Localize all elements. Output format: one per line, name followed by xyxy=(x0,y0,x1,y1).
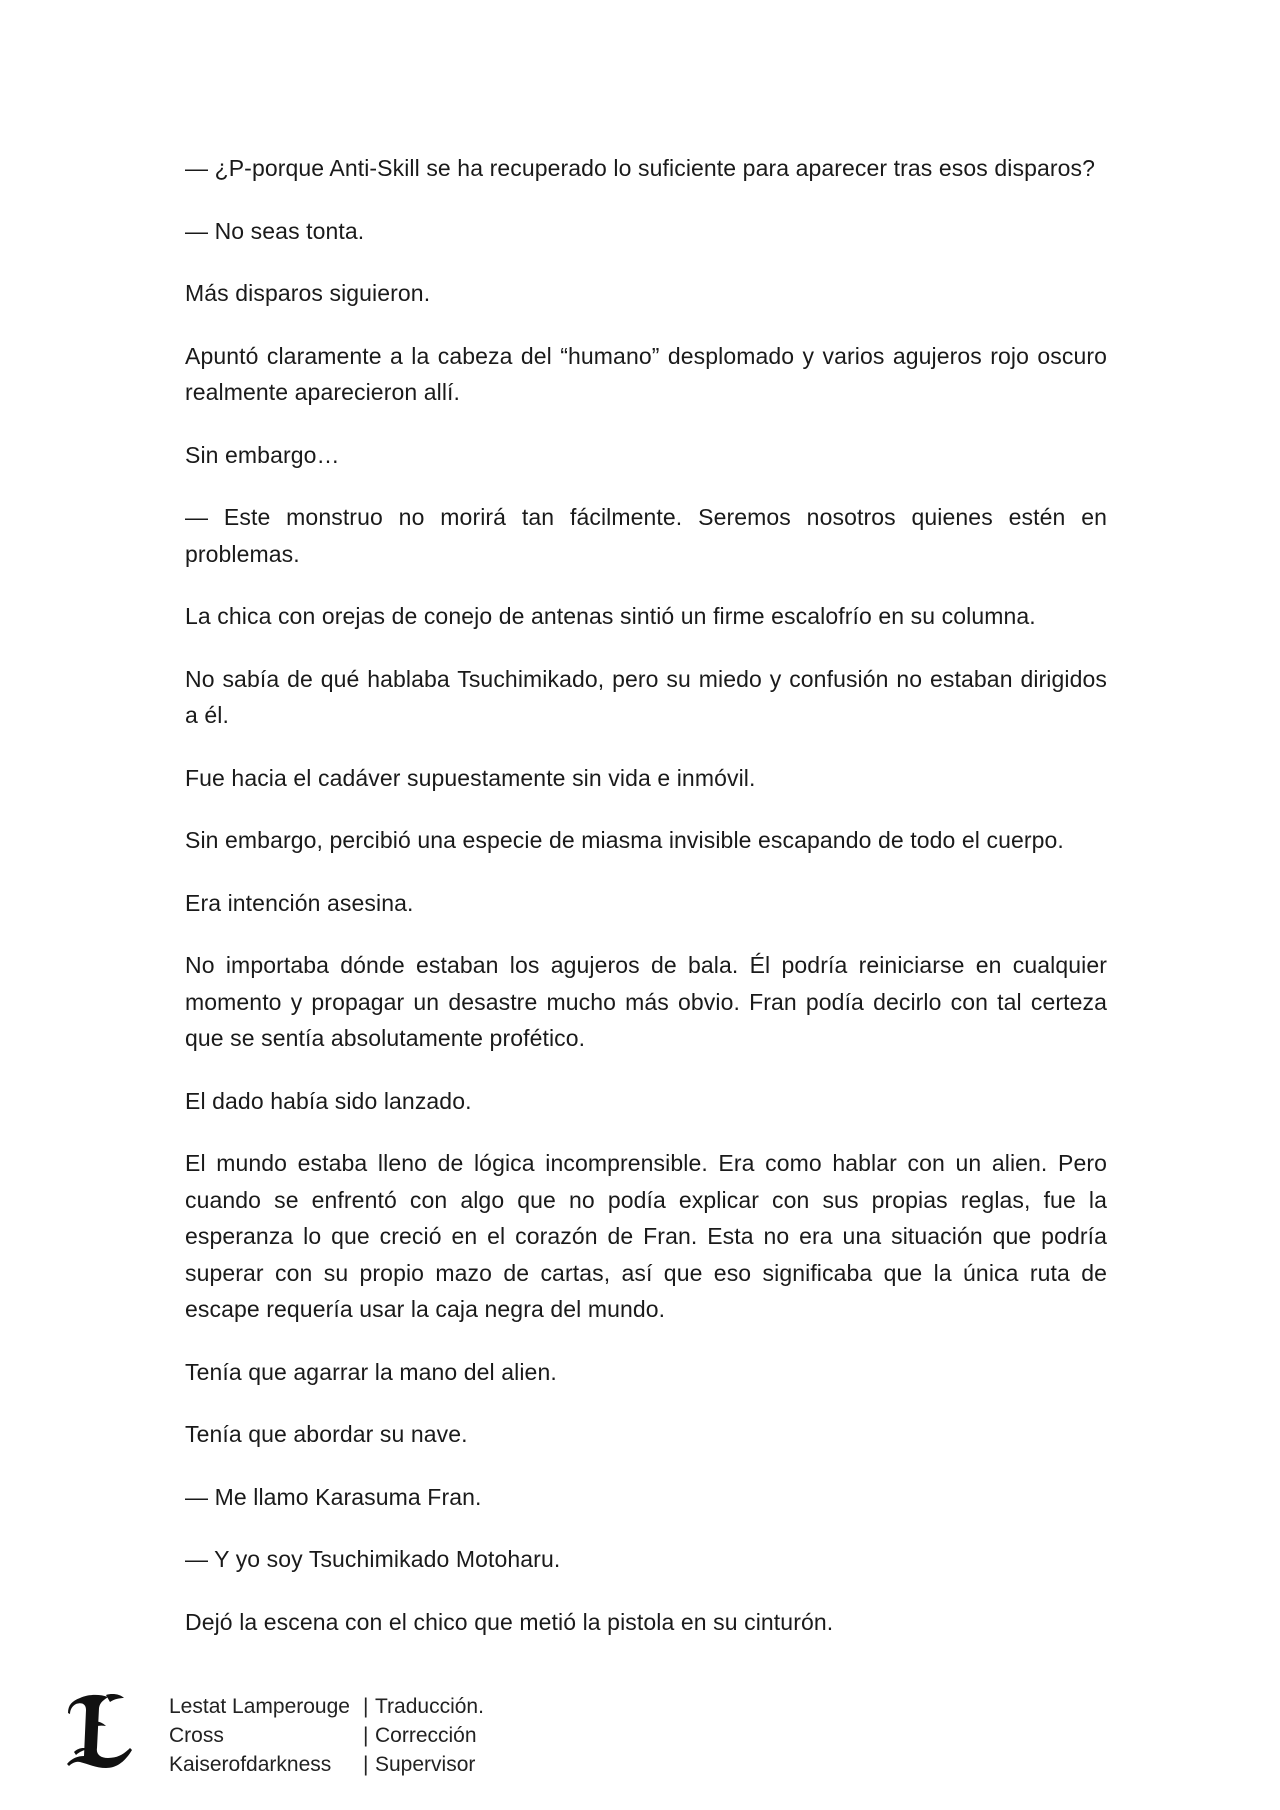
credit-role: Traducción. xyxy=(375,1695,484,1718)
paragraph: — Me llamo Karasuma Fran. xyxy=(185,1483,482,1510)
paragraph: Era intención asesina. xyxy=(185,889,414,916)
paragraph: — Y yo soy Tsuchimikado Motoharu. xyxy=(185,1546,561,1572)
credit-name: Lestat Lamperouge xyxy=(169,1695,350,1718)
credit-row xyxy=(169,1692,484,1721)
paragraph: Más disparos siguieron. xyxy=(185,280,431,306)
credit-separator: | xyxy=(363,1695,369,1718)
footer xyxy=(66,1692,666,1802)
paragraph: — Este monstruo no morirá tan fácilmente. Seremos nosotros quienes estén en problemas. xyxy=(185,504,1107,567)
paragraph: Tenía que agarrar la mano del alien. xyxy=(185,1358,557,1385)
body-text xyxy=(185,150,1107,1666)
paragraph: No sabía de qué hablaba Tsuchimikado, pero su miedo y confusión no estaban dirigidos a él. xyxy=(185,665,1107,728)
paragraph: Fue hacia el cadáver supuestamente sin vida e inmóvil. xyxy=(185,764,756,791)
paragraph: — No seas tonta. xyxy=(185,217,365,244)
credits xyxy=(169,1692,484,1779)
paragraph: El dado había sido lanzado. xyxy=(185,1087,472,1114)
paragraph: Sin embargo, percibió una especie de miasma invisible escapando de todo el cuerpo. xyxy=(185,827,1064,853)
paragraph: El mundo estaba lleno de lógica incomprensible. Era como hablar con un alien. Pero cuando se enfrentó con algo que no podía explicar con sus propias reglas, fue la esperanza lo que creció en el corazón de Fran. Esta no era una situación que podría superar con su propio mazo de cartas, así que eso significaba que la única ruta de escape requería usar la caja negra del mundo. xyxy=(185,1150,1107,1322)
credit-role: Supervisor xyxy=(375,1753,476,1776)
paragraph: Sin embargo… xyxy=(185,441,340,468)
paragraph: No importaba dónde estaban los agujeros de bala. Él podría reiniciarse en cualquier momento y propagar un desastre mucho más obvio. Fran podía decirlo con tal certeza que se sentía absolutamente profético. xyxy=(185,952,1107,1051)
credit-name: Cross xyxy=(169,1724,224,1747)
credit-separator: | xyxy=(363,1724,369,1747)
credit-row xyxy=(169,1750,484,1779)
gothic-letter-l-logo-icon xyxy=(66,1692,136,1772)
paragraph: Dejó la escena con el chico que metió la pistola en su cinturón. xyxy=(185,1608,834,1635)
credit-name: Kaiserofdarkness xyxy=(169,1753,332,1776)
paragraph: Tenía que abordar su nave. xyxy=(185,1421,468,1447)
paragraph: Apuntó claramente a la cabeza del “humano” desplomado y varios agujeros rojo oscuro realmente aparecieron allí. xyxy=(185,342,1107,405)
paragraph: La chica con orejas de conejo de antenas sintió un firme escalofrío en su columna. xyxy=(185,603,1036,629)
credit-separator: | xyxy=(363,1753,369,1776)
credit-role: Corrección xyxy=(375,1724,477,1747)
paragraph: — ¿P-porque Anti-Skill se ha recuperado lo suficiente para aparecer tras esos disparos? xyxy=(185,155,1096,181)
credit-row xyxy=(169,1721,484,1750)
